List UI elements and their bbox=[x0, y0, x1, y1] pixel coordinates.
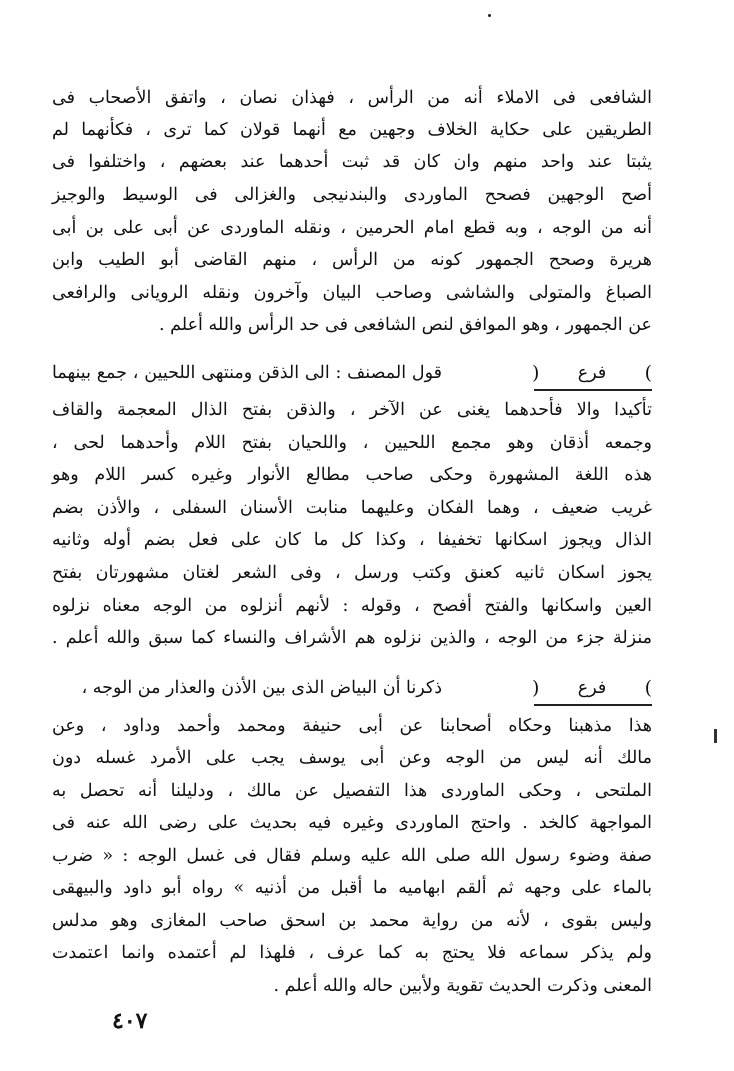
section-heading: ذكرنا أن البياض الذى بين الأذن والعذار من الوجه ، bbox=[81, 678, 442, 698]
section-label-far: ) فرع ( bbox=[532, 362, 652, 384]
text-line: يجوز اسكان ثانيه كعنق وكتب ورسل ، وفى الشعر لغتان مشهورتان بفتح bbox=[52, 563, 652, 583]
text-line: المعنى وذكرت الحديث تقوية ولأبين حاله والله أعلم . bbox=[273, 976, 652, 996]
text-line: وليس بقوى ، لأنه من رواية محمد بن اسحق صاحب المغازى وهو مدلس bbox=[52, 911, 652, 931]
section-label-text: فرع bbox=[577, 678, 607, 698]
text-line: عن الجمهور ، وهو الموافق لنص الشافعى فى حد الرأس والله أعلم . bbox=[159, 315, 652, 335]
text-line: تأكيدا والا فأحدهما يغنى عن الآخر ، والذقن بفتح الذال المعجمة والقاف bbox=[52, 400, 652, 420]
text-line: ولم يذكر سماعه فلا يحتج به كما عرف ، فلهذا لم أعتمده وانما اعتمدت bbox=[52, 943, 652, 963]
text-line: الذال ويجوز اسكانها تخفيفا ، وكذا كل ما كان على فعل بضم أوله وثانيه bbox=[52, 530, 652, 550]
text-line: هذه اللغة المشهورة وحكى صاحب مطالع الأنوار وغيره كسر اللام وهو bbox=[52, 465, 652, 485]
text-line: مالك أنه ليس من الوجه وعن أبى يوسف يجب على الأمرد غسله دون bbox=[52, 748, 652, 768]
margin-mark bbox=[714, 729, 717, 743]
text-line: الملتحى ، وحكى الماوردى هذا التفصيل عن مالك ، ودليلنا أنه تحصل به bbox=[52, 781, 652, 801]
text-line: هريرة وصحح الجمهور كونه من الرأس ، منهم القاضى أبو الطيب وابن bbox=[52, 250, 652, 270]
text-line: بالماء على وجهه ثم ألقم ابهاميه ما أقبل من أذنيه » رواه أبو داود والبيهقى bbox=[52, 878, 652, 898]
text-line: أصح الوجهين فصحح الماوردى والبندنيجى والغزالى فى الوسيط والوجيز bbox=[52, 185, 652, 205]
text-line: الصباغ والمتولى والشاشى وصاحب البيان وآخرون ونقله الرويانى والرافعى bbox=[52, 283, 652, 303]
text-line: غريب ضعيف ، وهما الفكان وعليهما منابت الأسنان السفلى ، والأذن بضم bbox=[52, 498, 652, 518]
scan-speck bbox=[488, 14, 491, 17]
page-number: ٤٠٧ bbox=[112, 1008, 148, 1034]
text-line: صفة وضوء رسول الله صلى الله عليه وسلم فقال فى غسل الوجه : « ضرب bbox=[52, 846, 652, 866]
text-line: هذا مذهبنا وحكاه أصحابنا عن أبى حنيفة ومحمد وأحمد وداود ، وعن bbox=[52, 716, 652, 736]
text-line: منزلة جزء من الوجه ، والذين نزلوه هم الأشراف والنساء كما سبق والله أعلم . bbox=[52, 628, 652, 648]
text-line: الشافعى فى الاملاء أنه من الرأس ، فهذان نصان ، واتفق الأصحاب فى bbox=[52, 88, 652, 108]
text-line: الطريقين على حكاية الخلاف وجهين مع أنهما قولان كما ترى ، فكأنهما لم bbox=[52, 120, 652, 140]
text-line: أنه من الوجه ، وبه قطع امام الحرمين ، ونقله الماوردى عن أبى على بن أبى bbox=[52, 218, 652, 238]
text-line: المواجهة كالخد . واحتج الماوردى وغيره فيه بحديث على رضى الله عنه فى bbox=[52, 813, 652, 833]
section-heading: قول المصنف : الى الذقن ومنتهى اللحيين ، جمع بينهما bbox=[52, 363, 442, 383]
label-underline bbox=[534, 389, 652, 391]
section-label-far: ) فرع ( bbox=[532, 677, 652, 699]
label-underline bbox=[534, 704, 652, 706]
section-label-text: فرع bbox=[577, 363, 607, 383]
text-line: العين واسكانها والفتح أفصح ، وقوله : لأنهم أنزلوه من الوجه معناه نزلوه bbox=[52, 596, 652, 616]
text-line: وجمعه أذقان وهو مجمع اللحيين ، واللحيان بفتح اللام وأحدهما لحى ، bbox=[52, 433, 652, 453]
text-line: يثبتا عند واحد منهم وان كان قد ثبت أحدهما عند بعضهم ، واختلفوا فى bbox=[52, 152, 652, 172]
